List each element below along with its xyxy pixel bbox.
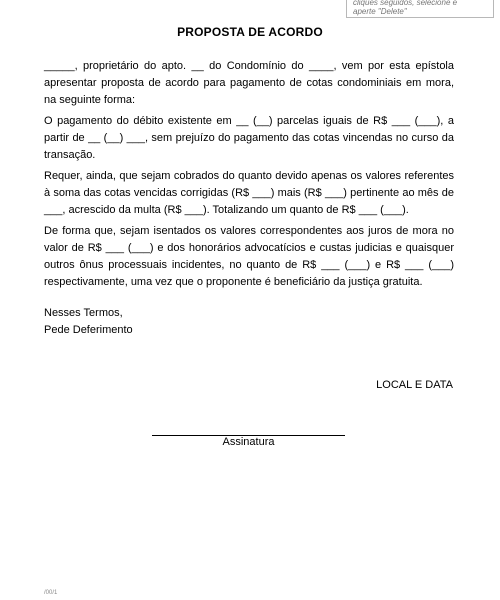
signature-label: Assinatura xyxy=(222,436,275,448)
footer-mark: /00/1 xyxy=(44,590,58,596)
note-line-2: aperte "Delete" xyxy=(353,7,407,16)
paragraph-exemption: De forma que, sejam isentados os valores correspondentes aos juros de mora no valor de R$ ___ (___) e dos honorários advocatícios e custas judicias e quaisquer outros ônus processuais incidentes, no quanto de R$ ___ (___) e R$ ___ (___) respectivamente, uma vez que o proponente é beneficiário da justiça gratuita. xyxy=(44,225,454,288)
local-date: LOCAL E DATA xyxy=(376,379,453,391)
closing-line-1: Nesses Termos, xyxy=(44,307,123,319)
instruction-note xyxy=(346,0,494,18)
document-title: PROPOSTA DE ACORDO xyxy=(177,25,323,39)
closing-block xyxy=(44,305,133,339)
note-line-1: cliques seguidos, selecione e xyxy=(353,0,458,7)
paragraph-intro: _____, proprietário do apto. __ do Condomínio do ____, vem por esta epístola apresentar proposta de acordo para pagamento de cotas condominiais em mora, na seguinte forma: xyxy=(44,60,454,106)
paragraph-request: Requer, ainda, que sejam cobrados do quanto devido apenas os valores referentes à soma das cotas vencidas corrigidas (R$ ___) mais (R$ ___) pertinente ao mês de ___, acrescido da multa (R$ ___). Totalizando um quanto de R$ ___ (___). xyxy=(44,170,454,216)
document-body xyxy=(44,58,454,295)
paragraph-payment: O pagamento do débito existente em __ (__) parcelas iguais de R$ ___ (___), a partir de __ (__) ___, sem prejuízo do pagamento das cotas vincendas no curso da transação. xyxy=(44,115,454,161)
closing-line-2: Pede Deferimento xyxy=(44,324,133,336)
